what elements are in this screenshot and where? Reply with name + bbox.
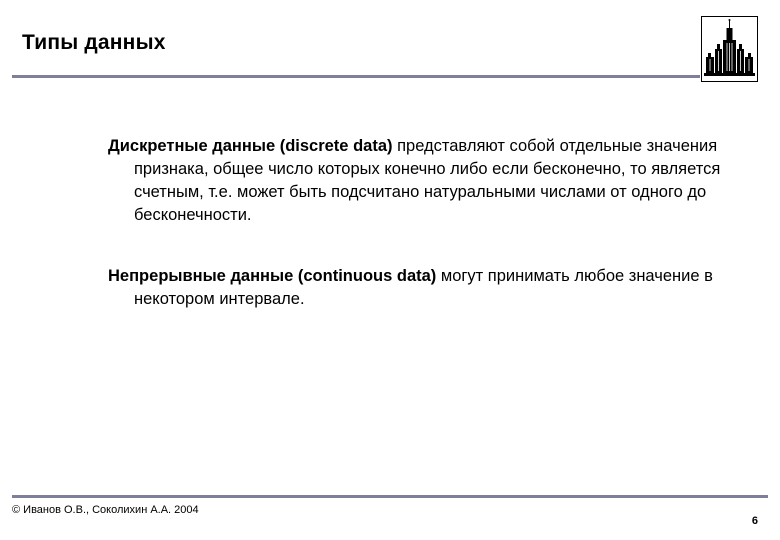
- copyright-notice: © Иванов О.В., Соколихин А.А. 2004: [12, 504, 199, 516]
- university-logo: [701, 16, 758, 82]
- term-continuous-data: Непрерывные данные (continuous data): [108, 267, 437, 285]
- page-number: 6: [751, 515, 758, 527]
- slide-body: [108, 135, 748, 311]
- university-building-icon: [702, 17, 757, 81]
- term-discrete-data: Дискретные данные (discrete data): [108, 137, 393, 155]
- title-divider: [12, 75, 700, 78]
- definition-continuous-data: могут принимать любое значение в некотором интервале.: [134, 267, 713, 308]
- definition-discrete-data: представляют собой отдельные значения признака, общее число которых конечно либо если бесконечно, то является счетным, т.е. может быть подсчитано натуральными числами от одного до бесконечности.: [134, 137, 721, 224]
- paragraph-continuous-data: [108, 265, 748, 311]
- slide-title: Типы данных: [22, 31, 166, 54]
- paragraph-discrete-data: [108, 135, 748, 227]
- footer-divider: [12, 495, 768, 498]
